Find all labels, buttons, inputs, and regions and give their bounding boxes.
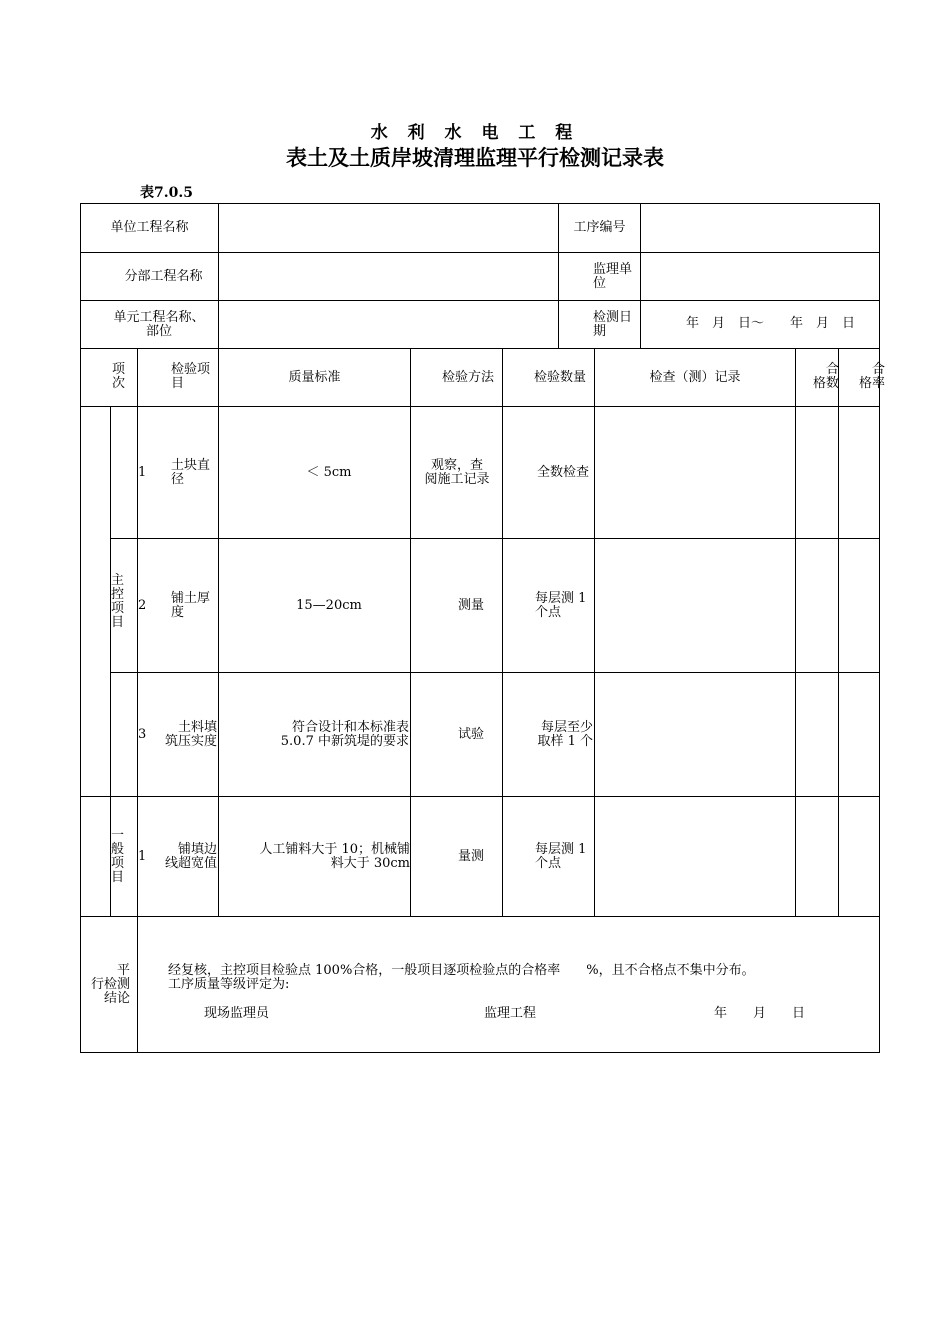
inspector-label: 现场监理员 xyxy=(204,1006,270,1021)
col-divider xyxy=(410,348,411,917)
row-4-quantity: 每层测 1 个点 xyxy=(535,842,587,871)
col-item-no-header: 项 次 xyxy=(111,362,125,391)
col-inspection-item-header: 检验项 目 xyxy=(171,362,211,391)
conclusion-label: 平 行检测 结论 xyxy=(90,963,130,1006)
row-divider xyxy=(80,916,880,917)
col-divider xyxy=(640,203,641,349)
test-date-label: 检测日 期 xyxy=(593,310,633,339)
group-general: 一 般 项 目 xyxy=(111,828,125,885)
row-2-standard: 15—20cm xyxy=(296,598,362,613)
row-divider xyxy=(80,796,880,797)
row-3-item: 土料填 筑压实度 xyxy=(164,720,217,749)
row-2-method: 测量 xyxy=(458,598,485,613)
col-divider xyxy=(838,348,839,917)
col-qualified-rate-header: 合 格率 xyxy=(858,362,885,391)
col-divider xyxy=(594,348,595,917)
col-divider xyxy=(218,348,219,917)
col-divider xyxy=(502,348,503,917)
row-divider xyxy=(80,252,880,253)
row-2-item: 铺土厚 度 xyxy=(171,591,211,620)
row-divider xyxy=(110,672,880,673)
row-divider xyxy=(110,538,880,539)
col-qualified-count-header: 合 格数 xyxy=(812,362,839,391)
table-border-top xyxy=(80,203,880,204)
row-3-standard: 符合设计和本标准表 5.0.7 中新筑堤的要求 xyxy=(280,720,409,749)
document-subtitle: 水 利 水 电 工 程 xyxy=(370,123,580,143)
test-date-value: 年 月 日～ 年 月 日 xyxy=(686,316,856,331)
row-1-quantity: 全数检查 xyxy=(536,465,589,480)
row-1-item: 土块直 径 xyxy=(171,458,211,487)
row-1-method: 观察，查 阅施工记录 xyxy=(424,458,490,487)
table-border-right xyxy=(879,203,880,1053)
row-4-standard: 人工铺料大于 10；机械铺 料大于 30cm xyxy=(259,842,410,871)
supervisor-unit-label: 监理单 位 xyxy=(593,262,633,291)
row-4-method: 量测 xyxy=(458,849,485,864)
engineer-label: 监理工程 xyxy=(484,1006,537,1021)
conclusion-date: 年 月 日 xyxy=(714,1006,806,1021)
col-divider xyxy=(137,348,138,1053)
document-title: 表土及土质岸坡清理监理平行检测记录表 xyxy=(286,145,664,170)
col-divider xyxy=(795,348,796,917)
col-record-header: 检查（测）记录 xyxy=(649,370,741,385)
row-divider xyxy=(80,300,880,301)
element-project-label: 单元工程名称、 部位 xyxy=(113,310,205,339)
group-main-control: 主 控 项 目 xyxy=(111,573,125,630)
row-3-quantity: 每层至少 取样 1 个 xyxy=(537,720,593,749)
row-2-no: 2 xyxy=(138,598,147,613)
conclusion-text: 经复核，主控项目检验点 100%合格，一般项目逐项检验点的合格率 %，且不合格点不集中分布。 xyxy=(168,963,755,978)
row-divider xyxy=(80,406,880,407)
table-border-left xyxy=(80,203,81,1053)
table-border-bottom xyxy=(80,1052,880,1053)
row-4-item: 铺填边 线超宽值 xyxy=(164,842,217,871)
row-4-no: 1 xyxy=(138,849,147,864)
grade-evaluation-text: 工序质量等级评定为: xyxy=(168,977,290,992)
col-quantity-header: 检验数量 xyxy=(534,370,587,385)
row-divider xyxy=(80,348,880,349)
row-3-no: 3 xyxy=(138,727,147,742)
division-project-label: 分部工程名称 xyxy=(124,269,203,284)
form-code: 表7.0.5 xyxy=(140,185,193,201)
row-1-no: 1 xyxy=(138,465,147,480)
row-3-method: 试验 xyxy=(458,727,485,742)
row-2-quantity: 每层测 1 个点 xyxy=(535,591,587,620)
row-1-standard: ＜ 5cm xyxy=(306,465,352,480)
col-quality-standard-header: 质量标准 xyxy=(288,370,341,385)
process-no-label: 工序编号 xyxy=(573,220,626,235)
unit-project-label: 单位工程名称 xyxy=(110,220,189,235)
col-method-header: 检验方法 xyxy=(442,370,495,385)
